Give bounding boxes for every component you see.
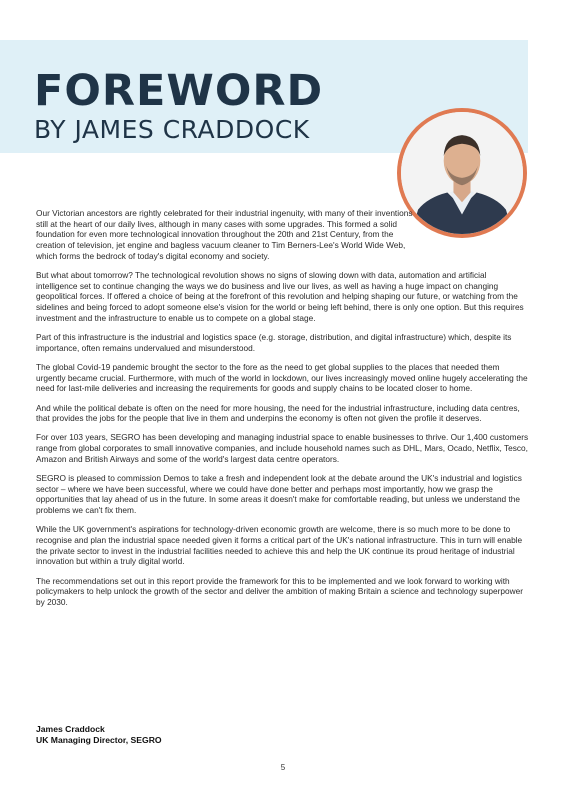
paragraph: SEGRO is pleased to commission Demos to take a fresh and independent look at the debate around the UK's industrial and logistics sector – where we have been successful, where we could have done better and perhaps most importantly, how we grasp the opportunities that lay ahead of us in the future. In some areas it doesn't make for comfortable reading, but unless we understand the problems we can't fix them.	[36, 473, 522, 516]
paragraph: Our Victorian ancestors are rightly celebrated for their industrial ingenuity, with many of their inventions still at the heart of our daily lives, although in many cases with some upgrades. This formed a solid foundation for even more technological innovation throughout the 20th and 21st Century, from the creation of television, jet engine and bagless vacuum cleaner to Tim Berners-Lee's World Wide Web, which forms the bedrock of today's digital economy and society.	[36, 208, 413, 261]
paragraph: Part of this infrastructure is the industrial and logistics space (e.g. storage, distribution, and digital infrastructure) which, despite its importance, often remains undervalued and misunderstood.	[36, 332, 512, 353]
signature-block	[36, 724, 162, 746]
paragraph: And while the political debate is often on the need for more housing, the need for the industrial infrastructure, including data centres, that provides the jobs for the people that live in them and underpins the economy is often not given the profile it deserves.	[36, 402, 520, 424]
page-number: 5	[280, 763, 286, 772]
foreword-body	[36, 208, 530, 616]
paragraph: The global Covid-19 pandemic brought the sector to the fore as the need to get global supplies to the places that needed them urgently became crucial. Furthermore, with much of the world in lockdown, our lives increasingly moved online hugely accelerating the need for last-mile deliveries and increasing the requirements for goods and supply chains to be located closer to home.	[36, 361, 528, 394]
paragraph: But what about tomorrow? The technological revolution shows no signs of slowing down with data, automation and artificial intelligence set to continue changing the ways we do business and live our lives, as well as having a huge impact on changing geopolitical forces. If offered a choice of being at the forefront of this revolution and helping shaping our future, or watching from the sidelines and being forced to adopt someone else's vision for the world or being left behind, there is only one option. But this requires investment and the infrastructure to enable us to compete on a global stage.	[36, 270, 524, 323]
paragraph: While the UK government's aspirations for technology-driven economic growth are welcome, there is so much more to be done to recognise and plan the industrial space needed given it forms a critical part of the UK's national infrastructure. This in turn will enable the private sector to invest in the industrial facilities needed to achieve this and help the UK continue its proud heritage of industrial innovation but within a truly digital world.	[36, 524, 523, 567]
page-subtitle: BY JAMES CRADDOCK	[34, 115, 310, 144]
paragraph: For over 103 years, SEGRO has been developing and managing industrial space to enable businesses to thrive. Our 1,400 customers range from global corporates to small innovative companies, and include household names such as DHL, Mars, Ocado, Netflix, Tesco, Amazon and British Airways and some of the world's largest data centre operators.	[36, 432, 529, 464]
paragraph: The recommendations set out in this report provide the framework for this to be implemented and we look forward to working with policymakers to help unlock the growth of the sector and deliver the ambition of making Britain a science and technology superpower by 2030.	[36, 575, 524, 608]
signature-name: James Craddock	[36, 724, 105, 734]
signature-role: UK Managing Director, SEGRO	[36, 735, 162, 745]
page-title: FOREWORD	[34, 66, 324, 116]
